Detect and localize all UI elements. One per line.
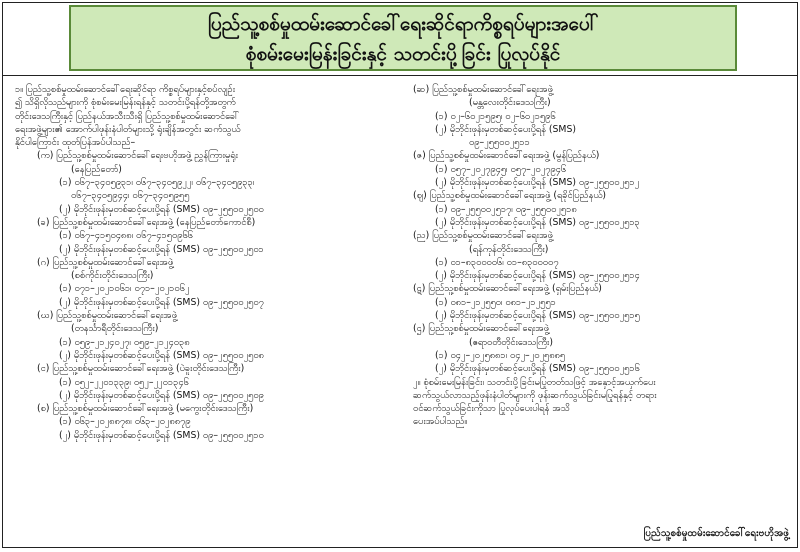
section-subheading: (ရန်ကုန်တိုင်းဒေသကြီး) — [469, 243, 549, 255]
phone-line: (၁) ၀၈၁–၂၁၂၅၅၀၊ ၀၈၁–၂၁၂၅၅၁ — [435, 296, 556, 308]
phone-line: (၁) ၀၂–၆၀၂၁၅၉၅၊ ၀၂–၆၀၂၁၅၉၆ — [435, 110, 556, 122]
sms-line: (၂) မိုဘိုင်းဖုန်းမှတစ်ဆင့်ပေးပို့ရန် (SMS) ၀၉–၂၅၅၀၀၂၅၀၈ — [59, 349, 264, 361]
header — [3, 3, 797, 76]
section-heading: (ခ) ပြည်သူ့စစ်မှုထမ်းဆောင်ခေါ်ရေးအဖွဲ့ (နေပြည်တော်ကောင်စီ) — [37, 216, 256, 228]
sms-line: (၂) မိုဘိုင်းဖုန်းမှတစ်ဆင့်ပေးပို့ရန် (SMS) ၀၉–၂၅၅၀၀၂၅၁၂ — [435, 177, 640, 189]
phone-line: (၁) ၀၅၉–၂၁၂၄၀၂၇၊ ၀၅၉–၂၁၂၄၀၃၈ — [59, 336, 190, 348]
intro-line: ၍ သိရှိလိုသည်များကို စုံစမ်းမေးမြန်းရန်နှင့် သတင်းပို့ရန်တို့အတွက် — [15, 97, 236, 109]
intro-line: ရေးအဖွဲ့များ၏ အောက်ပါဖုန်းနံပါတ်များသို့ ရုံးချိန်အတွင်း ဆက်သွယ် — [15, 123, 241, 135]
title-line-1: ပြည်သူ့စစ်မှုထမ်းဆောင်ခေါ်ရေးဆိုင်ရာကိစ္စရပ်များအပေါ် — [207, 13, 599, 35]
sms-line: (၂) မိုဘိုင်းဖုန်းမှတစ်ဆင့်ပေးပို့ရန် (SMS) ၀၉–၂၅၅၀၀၂၅၁၃ — [435, 216, 640, 228]
section-heading: (ည) ပြည်သူ့စစ်မှုထမ်းဆောင်ခေါ်ရေးအဖွဲ့ — [413, 230, 553, 242]
signature: ပြည်သူ့စစ်မှုထမ်းဆောင်ခေါ်ရေးဗဟိုအဖွဲ့ — [643, 528, 789, 539]
intro-line: နိုင်ပါကြောင်း ထုတ်ပြန်အပ်ပါသည်– — [15, 137, 136, 149]
section-heading: (ဈ) ပြည်သူ့စစ်မှုထမ်းဆောင်ခေါ်ရေးအဖွဲ့ (ရခိုင်ပြည်နယ်) — [413, 190, 607, 202]
title-banner — [69, 5, 737, 71]
section-heading: (ဂ) ပြည်သူ့စစ်မှုထမ်းဆောင်ခေါ်ရေးအဖွဲ့ — [37, 256, 174, 268]
note-line: ဝင်ဆက်သွယ်ခြင်းကိုသာ ပြုလုပ်ပေးပါရန် အသိ — [413, 403, 570, 415]
announcement-page — [2, 2, 798, 548]
section-heading: (ဃ) ပြည်သူ့စစ်မှုထမ်းဆောင်ခေါ်ရေးအဖွဲ့ — [37, 310, 177, 322]
section-subheading: (ဧရာဝတီတိုင်းဒေသကြီး) — [469, 336, 554, 348]
section-heading: (ဋ) ပြည်သူ့စစ်မှုထမ်းဆောင်ခေါ်ရေးအဖွဲ့ (ရှမ်းပြည်နယ်) — [413, 283, 602, 295]
section-heading: (စ) ပြည်သူ့စစ်မှုထမ်းဆောင်ခေါ်ရေးအဖွဲ့ (မကွေးတိုင်းဒေသကြီး) — [37, 403, 254, 415]
note-line: ပေးအပ်ပါသည်။ — [413, 416, 468, 428]
section-heading: (ဆ) ပြည်သူ့စစ်မှုထမ်းဆောင်ခေါ်ရေးအဖွဲ့ — [413, 84, 553, 95]
section-subheading: (မန္တလေးတိုင်းဒေသကြီး) — [469, 97, 551, 109]
sms-line: (၂) မိုဘိုင်းဖုန်းမှတစ်ဆင့်ပေးပို့ရန် (SMS) ၀၉–၂၅၅၀၀၂၅၁၆ — [435, 363, 640, 375]
phone-line: (၁) ၀၉–၂၅၅၀၀၂၅၁၇၊ ၀၉–၂၅၅၀၀၂၅၁၈ — [435, 203, 577, 215]
left-column — [15, 83, 403, 442]
sms-line: (၂) မိုဘိုင်းဖုန်းမှတစ်ဆင့်ပေးပို့ရန် (SMS) ၀၉–၂၅၅၀၀၂၅၁၀ — [59, 429, 264, 441]
phone-line: ၀၆၇–၃၄၀၅၉၄၄၊ ၀၆၇–၃၄၀၅၉၅၅ — [71, 190, 190, 202]
sms-line: ၀၉–၂၅၅၀၀၂၅၁၁ — [469, 137, 530, 149]
section-heading: (ဇ) ပြည်သူ့စစ်မှုထမ်းဆောင်ခေါ်ရေးအဖွဲ့ (မွန်ပြည်နယ်) — [413, 150, 600, 162]
intro-line: ၁။ ပြည်သူ့စစ်မှုထမ်းဆောင်ခေါ်ရေးဆိုင်ရာ ကိစ္စရပ်များနှင့်စပ်လျဉ်း — [15, 84, 236, 95]
phone-line: (၁) ၀၆၇–၃၄၀၅၉၃၁၊ ၀၆၇–၃၄၀၅၉၂၂၊ ၀၆၇–၃၄၀၅၉၃၃၊ — [59, 177, 255, 189]
section-subheading: (စစ်ကိုင်းတိုင်းဒေသကြီး) — [71, 270, 154, 282]
note-line: ဆက်သွယ်လာသည့်ဖုန်းနံပါတ်များကို ဖုန်းဆက်သွယ်ခြင်းမပြုရန်နှင့် တရား — [413, 389, 657, 401]
right-column — [413, 83, 791, 429]
section-heading: (ဌ) ပြည်သူ့စစ်မှုထမ်းဆောင်ခေါ်ရေးအဖွဲ့ — [413, 323, 549, 335]
phone-line: (၁) ၀၅၇–၂၀၂၇၉၄၅၊ ၀၅၇–၂၀၂၇၉၄၆ — [435, 163, 567, 175]
section-heading: (က) ပြည်သူ့စစ်မှုထမ်းဆောင်ခေါ်ရေးဗဟိုအဖွဲ့ ညွှန်ကြားမှုရုံး — [37, 150, 238, 162]
phone-line: (၁) ၀၄၂–၂၀၂၅၈၈၁၊ ၀၄၂–၂၀၂၅၈၈၅ — [435, 349, 566, 361]
note-line: ၂။ စုံစမ်းမေးမြန်းခြင်း၊ သတင်းပို့ခြင်းမပြုတတ်သဖြင့် အနှောင့်အယှက်ပေး — [413, 376, 656, 388]
sms-line: (၂) မိုဘိုင်းဖုန်းမှတစ်ဆင့်ပေးပို့ရန် (SMS) — [435, 123, 576, 135]
intro-line: တိုင်းဒေသကြီးနှင့် ပြည်နယ်အသီးသီးရှိ ပြည်သူ့စစ်မှုထမ်းဆောင်ခေါ် — [15, 110, 240, 122]
phone-line: (၁) ၀၆၇–၄၁၅၀၄၈၈၊ ၀၆၇–၄၁၅၀၉၆၆ — [59, 230, 193, 242]
sms-line: (၂) မိုဘိုင်းဖုန်းမှတစ်ဆင့်ပေးပို့ရန် (SMS) ၀၉–၂၅၅၀၀၂၅၀၇ — [59, 296, 264, 308]
section-heading: (င) ပြည်သူ့စစ်မှုထမ်းဆောင်ခေါ်ရေးအဖွဲ့ (ပဲခူးတိုင်းဒေသကြီး) — [37, 363, 245, 375]
section-subheading: (တနင်္သာရီတိုင်းဒေသကြီး) — [71, 323, 159, 335]
sms-line: (၂) မိုဘိုင်းဖုန်းမှတစ်ဆင့်ပေးပို့ရန် (SMS) ၀၉–၂၅၅၀၀၂၅၁၅ — [435, 310, 640, 322]
phone-line: (၁) ၀၇၁–၂၀၂၁၀၆၁၊ ၀၇၁–၂၀၂၁၀၆၂ — [59, 283, 190, 295]
title-line-2: စုံစမ်းမေးမြန်းခြင်းနှင့် သတင်းပို့ခြင်း ပြုလုပ်နိုင် — [245, 43, 561, 65]
sms-line: (၂) မိုဘိုင်းဖုန်းမှတစ်ဆင့်ပေးပို့ရန် (SMS) ၀၉–၂၅၅၀၀၂၅၀၀ — [59, 203, 264, 215]
sms-line: (၂) မိုဘိုင်းဖုန်းမှတစ်ဆင့်ပေးပို့ရန် (SMS) ၀၉–၂၅၅၀၀၂၅၁၄ — [435, 270, 640, 282]
phone-line: (၁) ၀၆၃–၂၀၂၈၈၇၈၊ ၀၆၃–၂၀၂၈၈၇၉ — [59, 416, 191, 428]
phone-line: (၁) ၀၁–၈၃၀၀၀၀၆၊ ၀၁–၈၃၀၀၀၀၇ — [435, 256, 559, 268]
section-subheading: (နေပြည်တော်) — [71, 163, 122, 175]
sms-line: (၂) မိုဘိုင်းဖုန်းမှတစ်ဆင့်ပေးပို့ရန် (SMS) ၀၉–၂၅၅၀၀၂၅၀၁ — [59, 243, 264, 255]
phone-line: (၁) ၀၅၂–၂၂၀၁၃၃၉၊ ၀၅၂–၂၂၀၁၃၄၆ — [59, 376, 189, 388]
sms-line: (၂) မိုဘိုင်းဖုန်းမှတစ်ဆင့်ပေးပို့ရန် (SMS) ၀၉–၂၅၅၀၀၂၅၀၉ — [59, 389, 264, 401]
